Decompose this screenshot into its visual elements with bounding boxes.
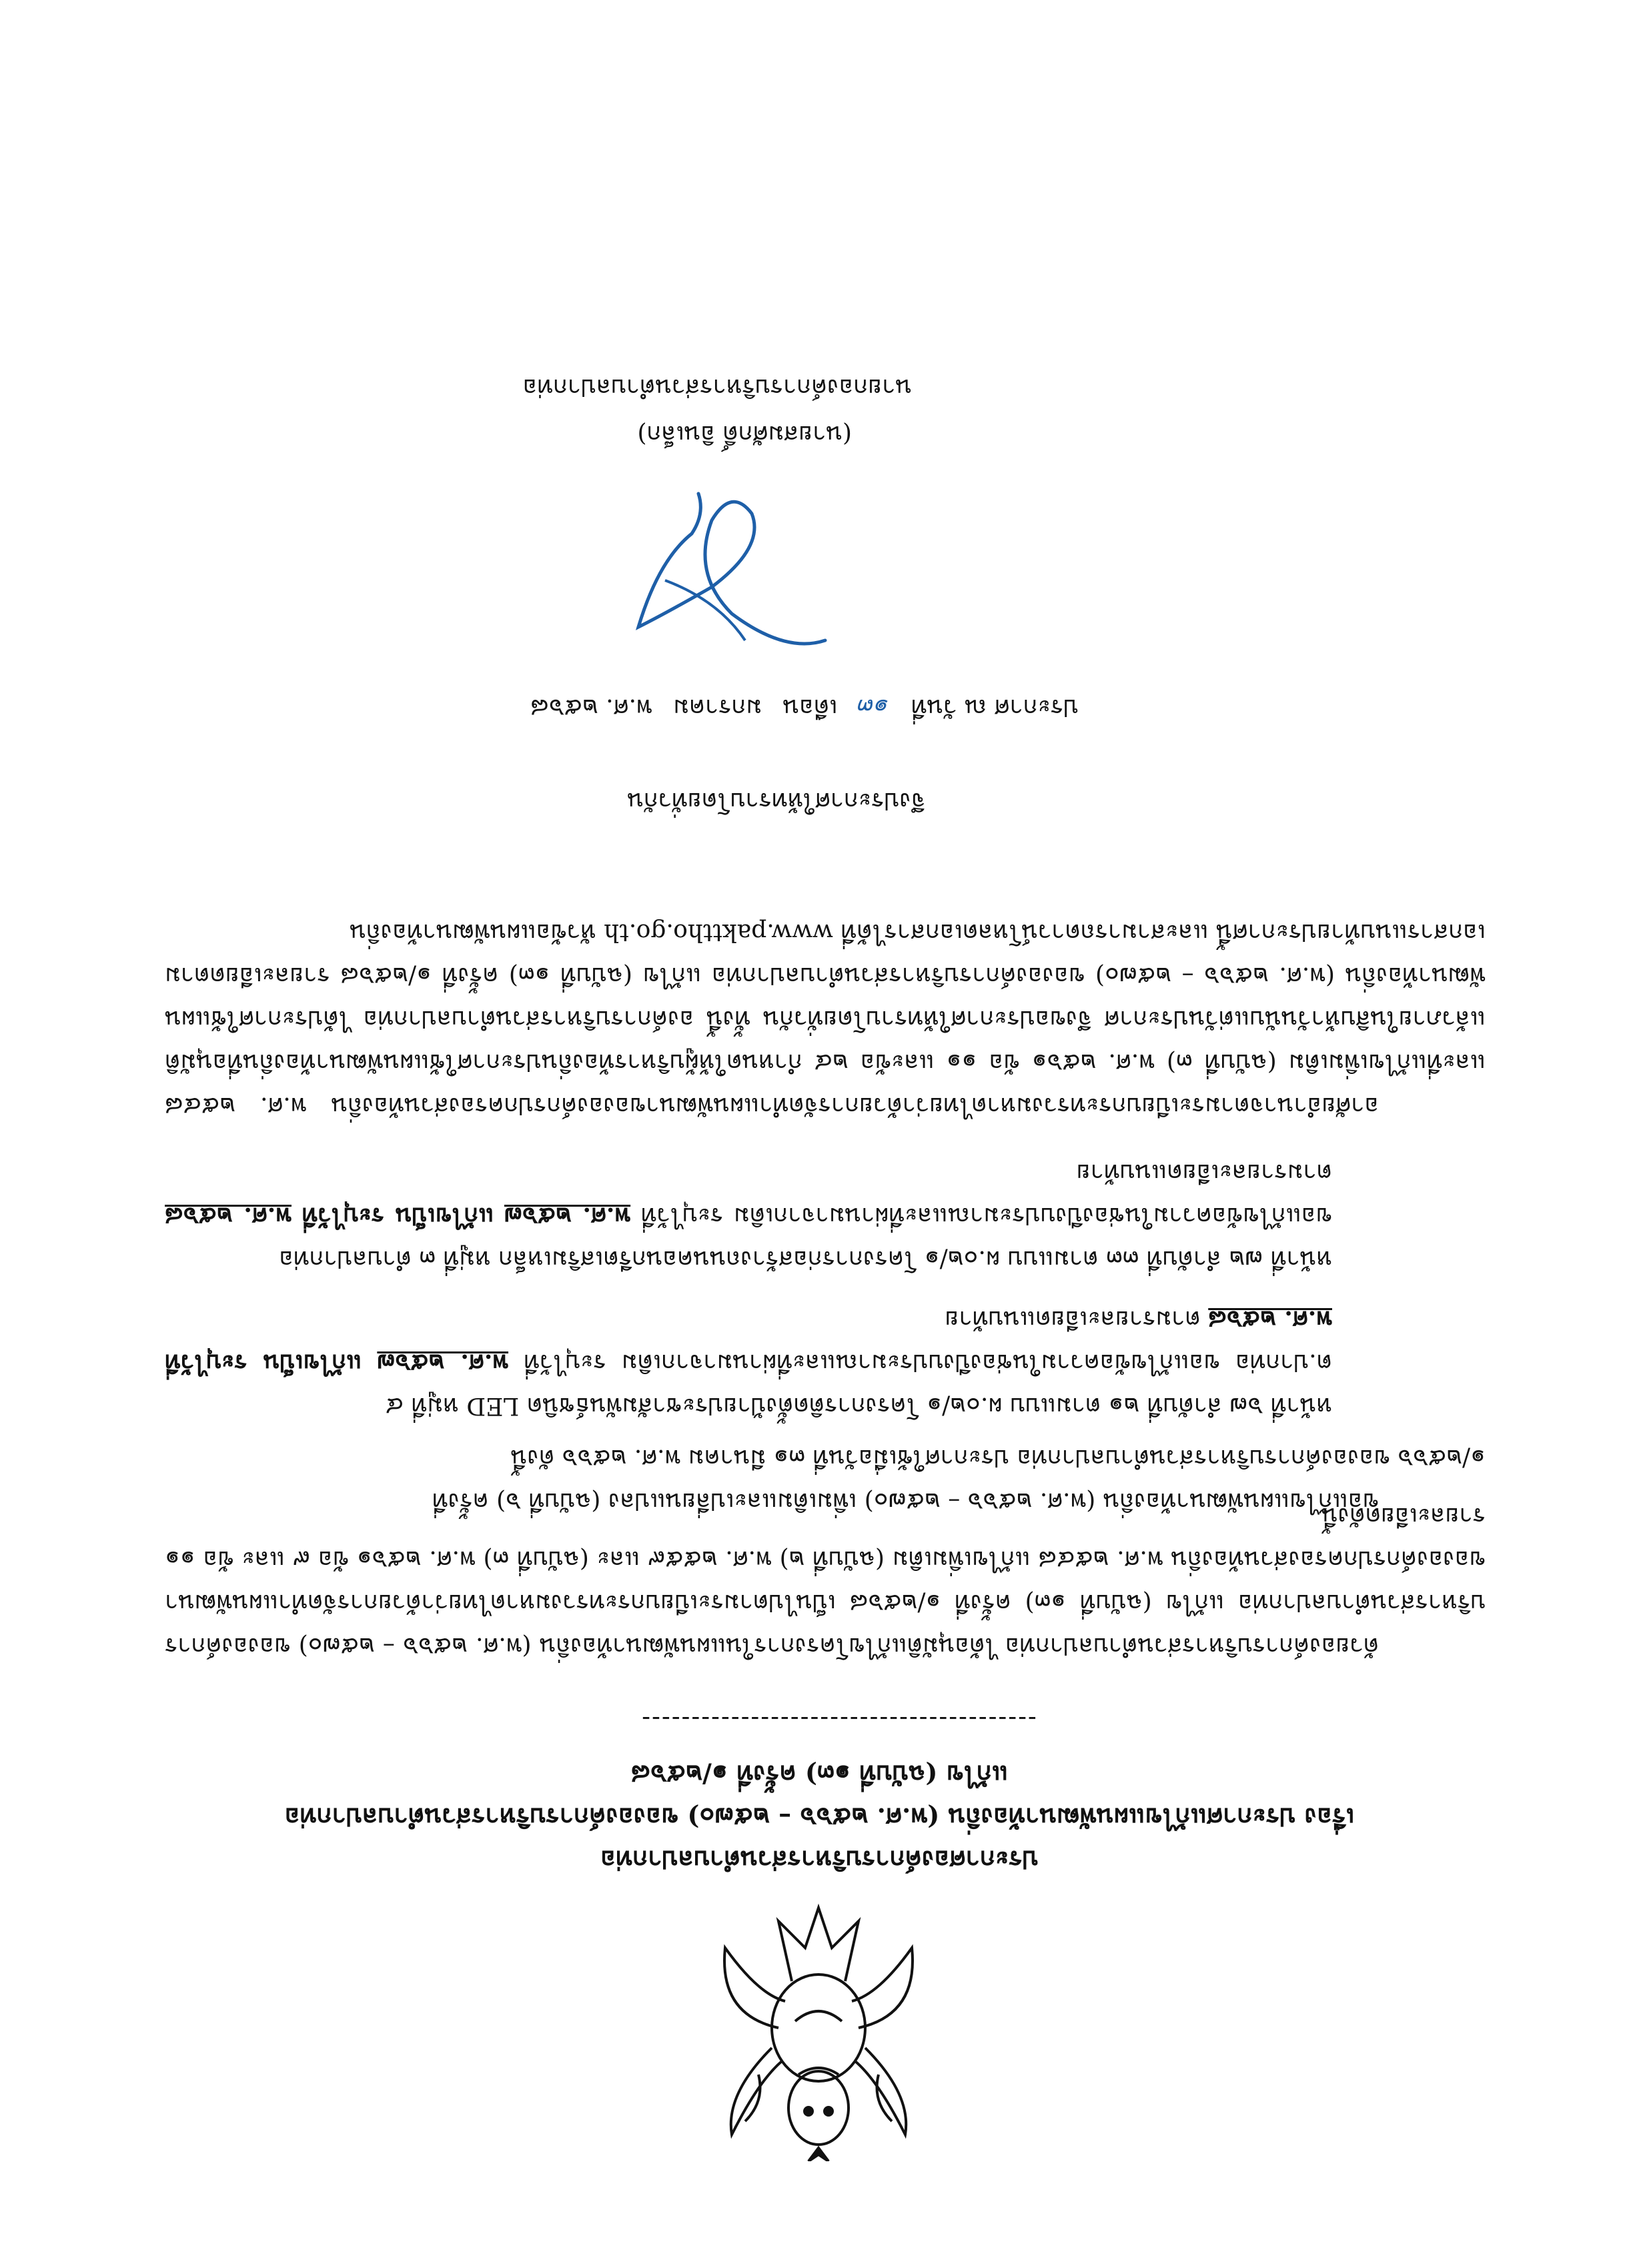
paragraph-1-text: ด้วยองค์การบริหารส่วนตำบลปากท่อ ได้อนุมัติแก้ไขโครงการในแผนพัฒนาท้องถิ่น (พ.ศ. ๒๕๖๖ – ๒๕๗๐) ขององค์การบริหารส่วนตำบลปากท่อ แก้ไข (ฉบับที่ ๑๓) ครั้งที่ ๑/๒๕๖๘ เป็นไปตามระเบียบกระทรวงมหาดไทยว่าด้วยการจัดทำแผนพัฒนาขององค์กรปกครองส่วนท้องถิ่น พ.ศ. ๒๕๔๘ แก้ไขเพิ่มเติม (ฉบับที่ ๒) พ.ศ. ๒๕๕๙ และ (ฉบับที่ ๓) พ.ศ. ๒๕๖๑ ข้อ ๙ และ ข้อ ๑๑ รายละเอียดดังนี้ (165, 1502, 1486, 1660)
paragraph-2-line-2: ๑/๒๕๖๖ ขององค์การบริหารส่วนตำบลปากท่อ ประกาศใช้เมื่อวันที่ ๓๑ มีนาคม พ.ศ. ๒๕๖๖ ดังนี้ (510, 1444, 1486, 1472)
item-2-tail: ตามรายละเอียดแนบท้าย (1076, 1159, 1332, 1186)
date-day: ๑๓ (858, 694, 891, 721)
date-line (530, 687, 1079, 727)
title-line-2: เรื่อง ประกาศแก้ไขแผนพัฒนาท้องถิ่น (พ.ศ. ๒๕๖๖ – ๒๕๗๐) ขององค์การบริหารส่วนตำบลปากท่อ (284, 1802, 1355, 1832)
item-1-line-2: ต.ปากท่อ ขอแก้ไขข้อความในช่องปีงบประมาณและที่ผ่านมาจากเดิม ระบุไว้ที่ (524, 1349, 1332, 1376)
item-2 (165, 1151, 1332, 1281)
item-1-line-1: หน้าที่ ๖๗ ลำดับที่ ๒๑ ตามแบบ ผ.๐๒/๑ โครงการติดตั้งป้ายประชาสัมพันธ์ชนิด LED หมู่ที่ ๔ (385, 1392, 1332, 1420)
item-1-old-year: พ.ศ. ๒๕๖๗ (377, 1349, 509, 1377)
signature-mark-icon (598, 467, 865, 667)
date-month-label: เดือน (782, 694, 838, 721)
item-2-line-2: ขอแก้ไขข้อความในช่องปีงบประมาณและที่ผ่านมาจากเดิม ระบุไว้ที่ (640, 1202, 1332, 1229)
item-1 (165, 1297, 1332, 1428)
paragraph-3-text: อาศัยอำนาจตามระเบียบกระทรวงมหาดไทยว่าด้วยการจัดทำแผนพัฒนาขององค์กรปกครองส่วนท้องถิ่น พ.ศ. ๒๕๔๘ และที่แก้ไขเพิ่มเติม (ฉบับที่ ๓) พ.ศ. ๒๕๖๑ ข้อ ๑๑ และข้อ ๒๔ กำหนดให้ผู้บริหารท้องถิ่นประกาศใช้แผนพัฒนาท้องถิ่นที่อนุมัติแล้วภายในสิบห้าวันนับแต่วันประกาศ จึงขอประกาศให้ทราบโดยทั่วกัน ทั้งนี้ องค์การบริหารส่วนตำบลปากท่อ ได้ประกาศใช้แผนพัฒนาท้องถิ่น (พ.ศ. ๒๕๖๖ – ๒๕๗๐) ขององค์การบริหารส่วนตำบลปากท่อ แก้ไข (ฉบับที่ ๑๓) ครั้งที่ ๑/๒๕๖๘ รายละเอียดตามเอกสารแนบท้ายประกาศนี้ และสามารถดาวน์โหลดเอกสารได้ที่ www.pakttho.go.th หัวข้อแผนพัฒนาท้องถิ่น (165, 919, 1486, 1119)
paragraph-3 (165, 911, 1486, 1127)
garuda-emblem-icon (718, 1894, 919, 2161)
item-2-line-1: หน้าที่ ๗๒ ลำดับที่ ๓๓ ตามแบบ ผ.๐๒/๑ โครงการก่อสร้างถนนคอนกรีตเสริมเหล็ก หมู่ที่ ๓ ตำบลปากท่อ (279, 1245, 1332, 1273)
item-2-mid: แก้ไขเป็น ระบุไว้ที่ (302, 1202, 494, 1230)
item-1-mid: แก้ไขเป็น ระบุไว้ที่ (165, 1349, 362, 1377)
signer-position: นายกองค์การบริหารส่วนตำบลปากท่อ (522, 374, 912, 401)
paragraph-2-line-1: ขอแก้ไขแผนพัฒนาท้องถิ่น (พ.ศ. ๒๕๖๖ – ๒๕๗๐) เพิ่มเติมและเปลี่ยนแปลง (ฉบับที่ ๖) ครั้งที่ (432, 1488, 1379, 1515)
item-1-new-year: พ.ศ. ๒๕๖๘ (1208, 1305, 1332, 1333)
title-line-1: ประกาศองค์การบริหารส่วนตำบลปากท่อ (600, 1845, 1039, 1875)
signer-name: (นายสมศักดิ์ อินเล็ก) (637, 420, 852, 448)
item-1-tail: ตามรายละเอียดแนบท้าย (945, 1305, 1201, 1333)
date-prefix: ประกาศ ณ วันที่ (911, 694, 1079, 721)
item-2-new-year: พ.ศ. ๒๕๖๘ (165, 1202, 292, 1230)
date-year: พ.ศ. ๒๕๖๘ (530, 694, 652, 721)
title-line-3: แก้ไข (ฉบับที่ ๑๓) ครั้งที่ ๑/๒๕๖๘ (630, 1760, 1009, 1790)
date-month: มกราคม (673, 694, 762, 721)
paragraph-3-closing: จึงประกาศให้ทราบโดยทั่วกัน (627, 787, 925, 814)
divider-line: ---------------------------------------- (640, 1705, 1037, 1734)
item-2-old-year: พ.ศ. ๒๕๖๗ (504, 1202, 631, 1230)
